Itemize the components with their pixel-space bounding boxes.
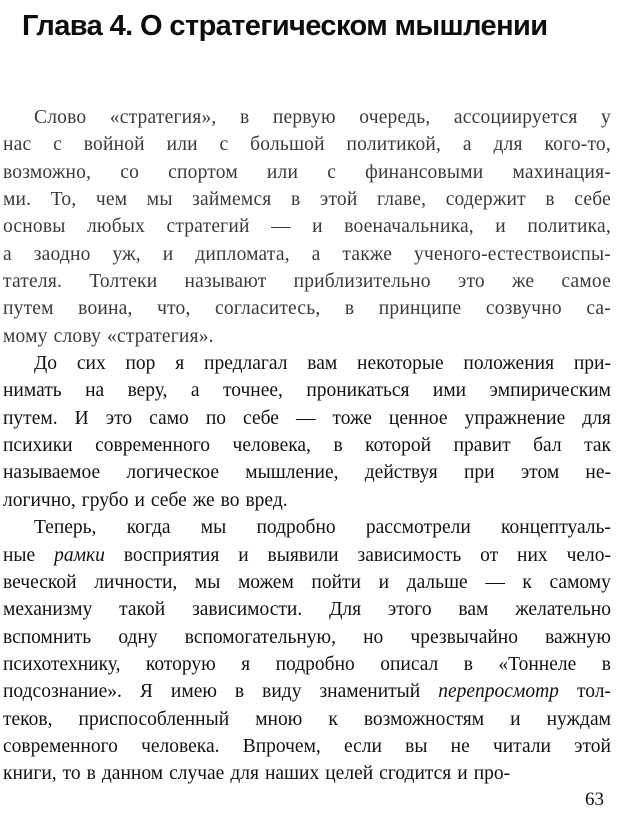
text-line: называемое логическое мышление, действуя при этом не- xyxy=(3,462,611,484)
text-line: До сих пор я предлагал вам некоторые положения при- xyxy=(34,353,611,375)
text-line: Слово «стратегия», в первую очередь, ассоциируется у xyxy=(34,107,611,128)
body-text xyxy=(3,104,611,788)
text-line: психотехнику, которую я подробно описал в «Тоннеле в xyxy=(3,653,611,675)
text-line: тателя. Толтеки называют приблизительно это же самое xyxy=(3,271,611,293)
text-line: психики современного человека, в которой правит бал так xyxy=(3,435,611,457)
text-line: путем. И это само по себе — тоже ценное упражнение для xyxy=(3,407,611,429)
text-line: нас с войной или с большой политикой, а для кого-то, xyxy=(3,134,611,156)
page-number: 63 xyxy=(585,789,604,810)
text-line: логично, грубо и себе же во вред. xyxy=(3,489,288,511)
text-line: современного человека. Впрочем, если вы не читали этой xyxy=(3,735,611,757)
chapter-title: Глава 4. О стратегическом мышлении xyxy=(22,10,548,42)
paragraph xyxy=(3,514,611,787)
text-line: Теперь, когда мы подробно рассмотрели концептуаль- xyxy=(34,517,611,539)
text-line: теков, приспособленный мною к возможностям и нуждам xyxy=(3,708,611,730)
text-line: вспомнить одну вспомогательную, но чрезвычайно важную xyxy=(3,626,611,648)
text-line: возможно, со спортом или с финансовыми махинация- xyxy=(3,161,611,183)
text-line: подсознание». Я имею в виду знаменитый перепросмотр тол- xyxy=(3,681,611,703)
paragraph xyxy=(3,104,611,350)
text-line: основы любых стратегий — и военачальника, и политика, xyxy=(3,216,611,238)
text-line: ми. То, чем мы займемся в этой главе, содержит в себе xyxy=(3,189,611,211)
text-line: ные рамки восприятия и выявили зависимость от них чело- xyxy=(3,544,611,566)
text-line: мому слову «стратегия». xyxy=(3,325,214,347)
text-line: механизму такой зависимости. Для этого вам желательно xyxy=(3,599,611,621)
text-line: а заодно уж, и дипломата, а также ученого-естествоиспы- xyxy=(3,243,611,265)
paragraph xyxy=(3,350,611,514)
text-line: веческой личности, мы можем пойти и дальше — к самому xyxy=(3,571,611,593)
text-line: нимать на веру, а точнее, проникаться ими эмпирическим xyxy=(3,380,611,402)
text-line: путем воина, что, согласитесь, в принципе созвучно са- xyxy=(3,298,611,320)
text-line: книги, то в данном случае для наших целей сгодится и про- xyxy=(3,763,511,785)
